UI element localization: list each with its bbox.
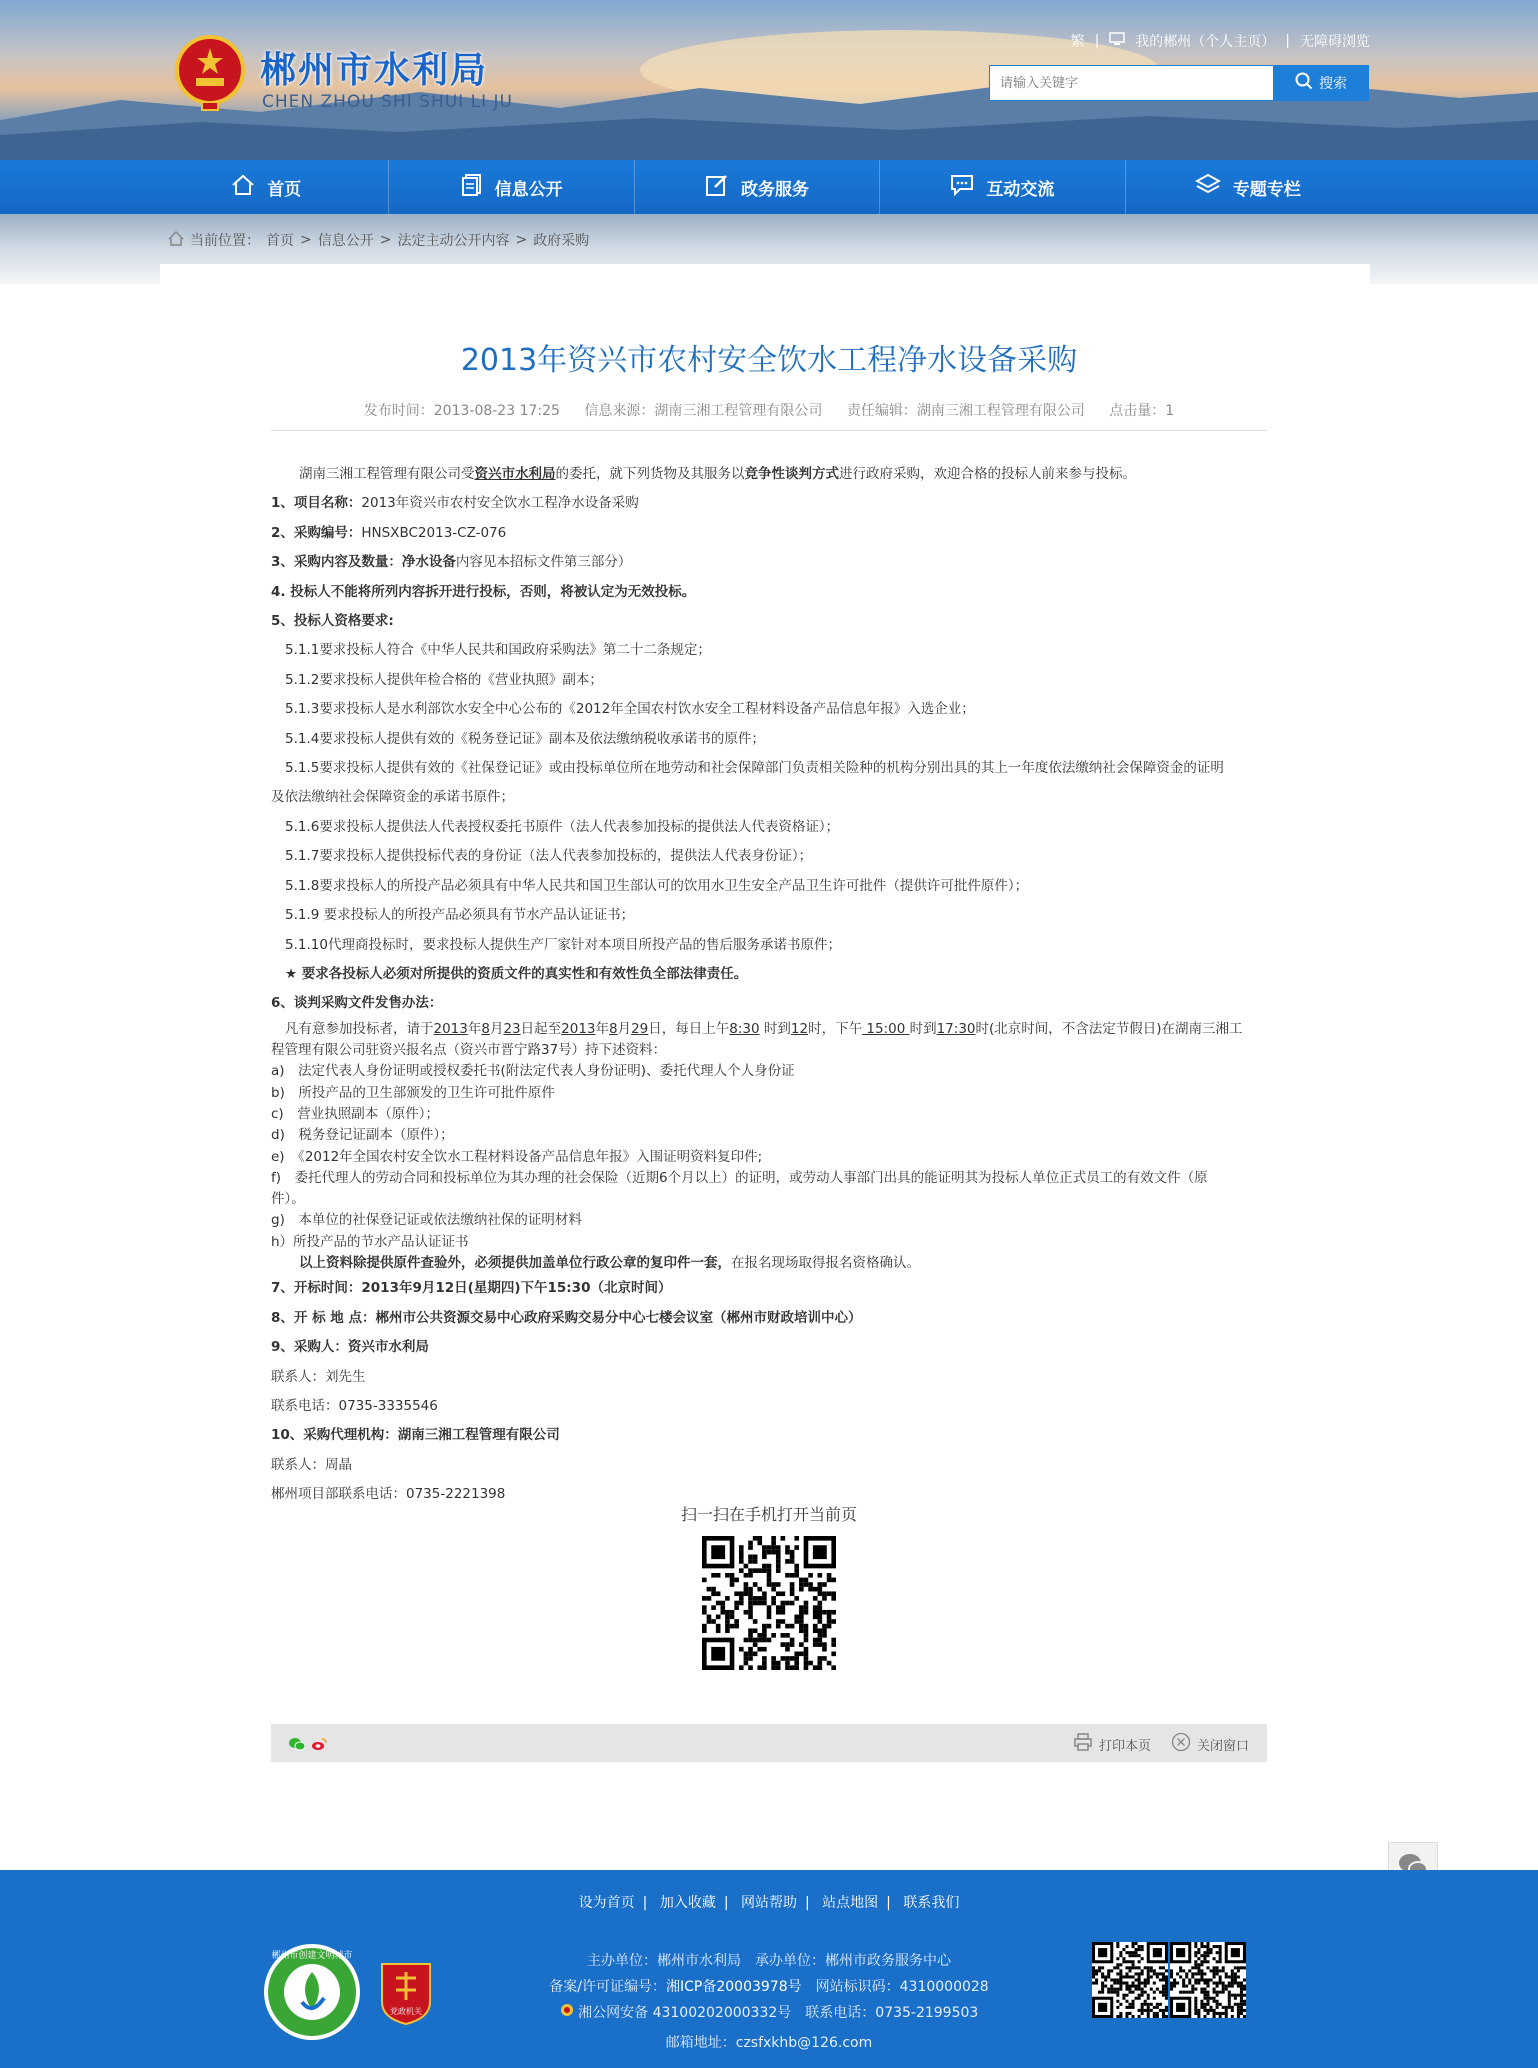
sale-text: 时到 xyxy=(759,1020,791,1037)
breadcrumb-sep: > xyxy=(379,232,392,248)
sale-date: 29 xyxy=(631,1020,649,1037)
material-item: e) 《2012年全国农村安全饮水工程材料设备产品信息年报》入围证明资料复印件; xyxy=(271,1148,763,1165)
sale-hour: 15:00 xyxy=(862,1020,910,1037)
purchaser-contact: 联系人：刘先生 xyxy=(271,1368,366,1385)
search-input[interactable] xyxy=(989,65,1283,101)
material-item: a) 法定代表人身份证明或授权委托书(附法定代表人身份证明)、委托代理人个人身份证 xyxy=(271,1063,795,1080)
sale-text: 日，每日上午 xyxy=(648,1020,730,1037)
traditional-chinese-link[interactable]: 繁 xyxy=(1070,34,1085,50)
requirement-item: 5.1.7要求投标人提供投标代表的身份证（法人代表参加投标的，提供法人代表身份证）； xyxy=(285,848,813,865)
nav-home-label: 首页 xyxy=(267,179,302,200)
sale-text: 凡有意参加投标者，请于 xyxy=(285,1020,434,1037)
material-item: b) 所投产品的卫生部颁发的卫生许可批件原件 xyxy=(271,1084,555,1101)
sale-text: 月 xyxy=(617,1020,632,1037)
material-item: c) 营业执照副本（原件）； xyxy=(271,1105,439,1122)
requirement-item: 5.1.6要求投标人提供法人代表授权委托书原件（法人代表参加投标的提供法人代表资格证）； xyxy=(285,818,840,835)
section-5: 5、投标人资格要求: xyxy=(271,613,394,630)
breadcrumb-home[interactable]: 首页 xyxy=(266,233,294,249)
wechat-share-icon[interactable] xyxy=(289,1736,305,1755)
main-nav xyxy=(0,160,1538,214)
police-record[interactable]: 湘公网安备 43100202000332号 xyxy=(578,2005,792,2021)
info-source: 信息来源：湖南三湘工程管理有限公司 xyxy=(584,403,823,419)
agency-phone: 郴州项目部联系电话：0735-2221398 xyxy=(271,1486,506,1503)
footer-phone: 联系电话：0735-2199503 xyxy=(791,2005,979,2021)
printer-icon xyxy=(1073,1732,1093,1756)
divider xyxy=(271,430,1267,431)
logo2-text: 党政机关 xyxy=(390,2007,422,2016)
breadcrumb-info-public[interactable]: 信息公开 xyxy=(317,233,374,249)
nav-special-topics-label: 专题专栏 xyxy=(1232,179,1301,200)
footer-qr-code xyxy=(1170,1942,1246,2018)
section-1 xyxy=(271,489,1267,518)
close-window-label: 关闭窗口 xyxy=(1196,1738,1249,1754)
breadcrumb-sep: > xyxy=(300,232,312,248)
sale-text: 日起至 xyxy=(520,1020,562,1037)
material-item: h）所投产品的节水产品认证证书 xyxy=(271,1233,469,1250)
requirement-item-cont: 及依法缴纳社会保障资金的承诺书原件； xyxy=(271,789,514,806)
footer-set-home[interactable]: 设为首页 xyxy=(578,1895,635,1911)
sale-text: 年 xyxy=(467,1020,482,1037)
section-text: 内容见本招标文件第三部分） xyxy=(455,554,632,571)
search-button-label: 搜索 xyxy=(1319,76,1347,92)
footer-email: 邮箱地址：czsfxkhb@126.com xyxy=(665,2035,873,2051)
top-links xyxy=(1071,31,1370,51)
icp-number[interactable]: 湘ICP备20003978号 xyxy=(666,1979,802,1995)
sale-time-line xyxy=(271,1019,1267,1040)
nav-info-public-label: 信息公开 xyxy=(494,179,563,200)
nav-interaction[interactable] xyxy=(880,160,1125,214)
section-7: 7、开标时间：2013年9月12日(星期四)下午15:30（北京时间） xyxy=(271,1280,672,1297)
intro-text: 湖南三湘工程管理有限公司受 xyxy=(299,466,475,482)
nav-info-public[interactable] xyxy=(389,160,634,214)
material-item: d) 税务登记证副本（原件）； xyxy=(271,1127,454,1144)
footer-sitemap[interactable]: 站点地图 xyxy=(822,1895,879,1911)
view-count: 点击量：1 xyxy=(1109,403,1175,419)
section-text: HNSXBC2013-CZ-076 xyxy=(361,524,507,541)
sale-text: 时，下午 xyxy=(808,1020,863,1037)
sale-text: 年 xyxy=(595,1020,609,1037)
section-10: 10、采购代理机构：湖南三湘工程管理有限公司 xyxy=(271,1427,560,1444)
breadcrumb-statutory[interactable]: 法定主动公开内容 xyxy=(397,233,510,249)
section-text: 2013年资兴市农村安全饮水工程净水设备采购 xyxy=(361,495,639,512)
header-banner xyxy=(0,0,1538,160)
share-bar xyxy=(271,1724,1267,1762)
footer-contact[interactable]: 联系我们 xyxy=(903,1895,960,1911)
materials-note-bold: 以上资料除提供原件查验外，必须提供加盖单位行政公章的复印件一套， xyxy=(299,1254,731,1271)
sale-hour: 17:30 xyxy=(936,1020,976,1037)
footer-links xyxy=(0,1892,1538,1912)
requirement-item: 5.1.1要求投标人符合《中华人民共和国政府采购法》第二十二条规定； xyxy=(285,642,711,659)
print-button[interactable] xyxy=(1073,1732,1151,1756)
material-item: f) 委托代理人的劳动合同和投标单位为其办理的社会保险（近期6个月以上）的证明，或劳动人事部门出具的能证明其为投标人单位正式员工的有效文件（原 xyxy=(271,1169,1208,1186)
separator: | xyxy=(886,1895,891,1911)
intro-text: 进行政府采购，欢迎合格的投标人前来参与投标。 xyxy=(839,466,1136,482)
chat-icon xyxy=(950,174,974,201)
sale-date: 2013 xyxy=(561,1020,596,1037)
search-icon xyxy=(1295,72,1313,94)
search-box xyxy=(989,65,1369,101)
close-window-button[interactable] xyxy=(1171,1732,1249,1756)
breadcrumb xyxy=(168,230,589,250)
footer-sponsor: 主办单位：郴州市水利局 承办单位：郴州市政务服务中心 xyxy=(587,1953,951,1969)
breadcrumb-sep: > xyxy=(515,232,528,248)
qr-label: 扫一扫在手机打开当前页 xyxy=(680,1505,857,1524)
section-label: 1、项目名称： xyxy=(271,495,362,512)
separator: | xyxy=(723,1895,729,1911)
footer-qr-code xyxy=(1092,1942,1168,2018)
publish-time: 发布时间：2013-08-23 17:25 xyxy=(363,403,560,419)
nav-home[interactable] xyxy=(144,160,389,214)
article-body xyxy=(271,460,1267,1510)
icp-label: 备案/许可证编号： xyxy=(549,1979,667,1995)
section-3 xyxy=(271,548,1267,577)
footer-help[interactable]: 网站帮助 xyxy=(741,1895,797,1911)
site-subtitle: CHEN ZHOU SHI SHUI LI JU xyxy=(262,92,513,112)
section-8: 8、开 标 地 点：郴州市公共资源交易中心政府采购交易分中心七楼会议室（郴州市财政培训中心） xyxy=(271,1309,862,1326)
separator: | xyxy=(642,1895,648,1911)
nav-special-topics[interactable] xyxy=(1126,160,1370,214)
section-label: 2、采购编号： xyxy=(271,524,362,541)
nav-interaction-label: 互动交流 xyxy=(986,179,1055,200)
share-icons xyxy=(289,1736,327,1755)
material-item-cont: 件）。 xyxy=(271,1191,305,1208)
article-meta xyxy=(0,400,1538,420)
monitor-icon xyxy=(1109,32,1125,50)
separator: | xyxy=(805,1895,810,1911)
national-emblem-icon xyxy=(174,34,246,112)
section-9: 9、采购人：资兴市水利局 xyxy=(271,1339,429,1356)
document-icon xyxy=(461,173,483,202)
requirement-item: 5.1.4要求投标人提供有效的《税务登记证》副本及依法缴纳税收承诺书的原件； xyxy=(285,730,765,747)
section-label: 3、采购内容及数量：净水设备 xyxy=(271,554,456,571)
section-4: 4. 投标人不能将所列内容拆开进行投标，否则，将被认定为无效投标。 xyxy=(271,583,696,600)
material-item: g) 本单位的社保登记证或依法缴纳社保的证明材料 xyxy=(271,1212,582,1229)
nav-gov-service[interactable] xyxy=(635,160,880,214)
home-icon xyxy=(231,174,255,201)
materials-note xyxy=(271,1253,1267,1274)
nav-gov-service-label: 政务服务 xyxy=(741,179,810,200)
site-title: 郴州市水利局 xyxy=(260,50,489,91)
share-actions xyxy=(1073,1732,1249,1756)
sale-date: 8 xyxy=(609,1020,618,1037)
layers-icon xyxy=(1195,173,1221,202)
search-button[interactable] xyxy=(1273,65,1369,101)
sale-text: 月 xyxy=(489,1020,504,1037)
separator: | xyxy=(1285,33,1290,49)
site-code: 网站标识码：4310000028 xyxy=(801,1979,989,1995)
sale-date: 8 xyxy=(481,1020,490,1037)
breadcrumb-procurement[interactable]: 政府采购 xyxy=(533,233,590,249)
footer-icp xyxy=(0,1976,1538,1996)
footer-add-favorite[interactable]: 加入收藏 xyxy=(659,1895,716,1911)
legal-responsibility-note: ★ 要求各投标人必须对所提供的资质文件的真实性和有效性负全部法律责任。 xyxy=(285,965,748,982)
requirement-item: 5.1.8要求投标人的所投产品必须具有中华人民共和国卫生部认可的饮用水卫生安全产品卫生许可批件（提供许可批件原件）； xyxy=(285,877,1029,894)
responsible-editor: 责任编辑：湖南三湘工程管理有限公司 xyxy=(846,403,1085,419)
sale-hour: 12 xyxy=(790,1020,809,1037)
breadcrumb-label: 当前位置： xyxy=(190,233,260,249)
intro-text: 的委托，就下列货物及其服务以 xyxy=(555,466,745,482)
footer-police xyxy=(0,2002,1538,2022)
agency-contact: 联系人：周晶 xyxy=(271,1456,352,1473)
sale-date: 2013 xyxy=(433,1020,468,1037)
requirement-item: 5.1.3要求投标人是水利部饮水安全中心公布的《2012年全国农村饮水安全工程材料设备产品信息年报》入选企业； xyxy=(285,701,975,718)
edit-icon xyxy=(705,173,729,202)
purchaser-phone: 联系电话：0735-3335546 xyxy=(271,1397,438,1414)
my-chenzhou-link[interactable]: 我的郴州（个人主页） xyxy=(1135,34,1276,50)
requirement-item: 5.1.2要求投标人提供年检合格的《营业执照》副本； xyxy=(285,671,603,688)
sale-hour: 8:30 xyxy=(729,1020,760,1037)
separator: | xyxy=(1094,33,1100,49)
section-2 xyxy=(271,519,1267,548)
print-label: 打印本页 xyxy=(1098,1738,1151,1754)
logo1-text: 郴州市创建文明城市 xyxy=(271,1951,353,1961)
requirement-item: 5.1.5要求投标人提供有效的《社保登记证》或由投标单位所在地劳动和社会保障部门负责相关险种的机构分别出具的其上一年度依法缴纳社会保障资金的证明 xyxy=(285,760,1224,777)
sale-location-line: 程管理有限公司驻资兴报名点（资兴市晋宁路37号）持下述资料： xyxy=(271,1042,667,1059)
location-home-icon xyxy=(168,231,184,250)
weibo-share-icon[interactable] xyxy=(311,1736,327,1755)
page-qr-code xyxy=(702,1536,836,1670)
accessible-link[interactable]: 无障碍浏览 xyxy=(1300,34,1370,50)
requirement-item: 5.1.10代理商投标时，要求投标人提供生产厂家针对本项目所投产品的售后服务承诺书原件； xyxy=(285,936,841,953)
article-title: 2013年资兴市农村安全饮水工程净水设备采购 xyxy=(460,343,1078,378)
police-badge-icon xyxy=(560,2005,574,2021)
close-icon xyxy=(1171,1732,1191,1756)
section-6: 6、谈判采购文件发售办法： xyxy=(271,995,443,1012)
sale-date: 23 xyxy=(503,1020,521,1037)
requirement-item: 5.1.9 要求投标人的所投产品必须具有节水产品认证证书； xyxy=(285,907,635,924)
intro-method: 竞争性谈判方式 xyxy=(744,466,839,482)
materials-note-text: 在报名现场取得报名资格确认。 xyxy=(731,1254,920,1271)
intro-paragraph xyxy=(271,460,1267,489)
sale-text: 时(北京时间，不含法定节假日)在湖南三湘工 xyxy=(975,1020,1243,1037)
intro-client: 资兴市水利局 xyxy=(474,466,556,482)
sale-text: 时到 xyxy=(909,1020,937,1037)
